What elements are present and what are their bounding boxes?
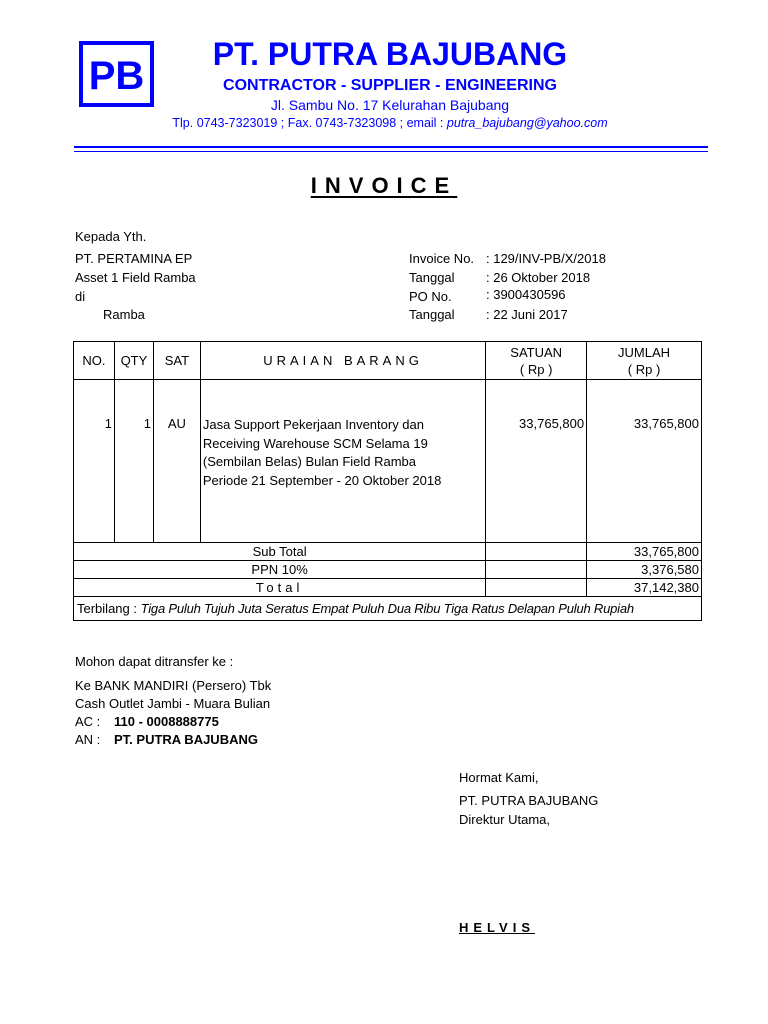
header-jumlah-label: JUMLAH <box>618 344 671 360</box>
account-label: AC : <box>75 714 101 729</box>
signature-position: Direktur Utama, <box>459 812 551 827</box>
meta-label: PO No. <box>409 289 452 304</box>
header-satuan-unit: ( Rp ) <box>519 361 553 377</box>
company-address: Jl. Sambu No. 17 Kelurahan Bajubang <box>270 97 510 113</box>
invoice-table <box>73 341 702 621</box>
bank-name: Ke BANK MANDIRI (Persero) Tbk <box>75 678 272 693</box>
header-uraian: URAIAN BARANG <box>200 342 485 380</box>
header-sat: SAT <box>153 342 200 380</box>
document-title <box>0 173 768 199</box>
account-name-label: AN : <box>75 732 101 747</box>
total-value: 37,142,380 <box>587 579 702 597</box>
terbilang-cell <box>74 597 702 621</box>
recipient-line4: Ramba <box>103 307 145 322</box>
contact-text: Tlp. 0743-7323019 ; Fax. 0743-7323098 ; email : <box>172 116 447 130</box>
transfer-intro: Mohon dapat ditransfer ke : <box>75 654 234 669</box>
company-contact <box>130 116 650 130</box>
account-number: 110 - 0008888775 <box>114 714 219 729</box>
signature-company: PT. PUTRA BAJUBANG <box>459 793 599 808</box>
ppn-empty-cell <box>486 561 587 579</box>
meta-value: : 26 Oktober 2018 <box>486 270 591 285</box>
email-text: putra_bajubang@yahoo.com <box>446 116 608 130</box>
meta-label: Tanggal <box>409 270 455 285</box>
recipient-greeting: Kepada Yth. <box>75 229 147 244</box>
description-line: Receiving Warehouse SCM Selama 19 <box>202 435 428 451</box>
subtotal-row <box>74 543 702 561</box>
table-row <box>74 380 702 543</box>
ppn-row <box>74 561 702 579</box>
recipient-line2: Asset 1 Field Ramba <box>75 270 196 285</box>
header-no: NO. <box>74 342 115 380</box>
row-sat: AU <box>153 380 200 543</box>
header-rule-thin <box>74 151 708 152</box>
header-rule-thick <box>74 146 708 148</box>
row-qty: 1 <box>114 380 153 543</box>
total-label: Total <box>74 579 486 597</box>
account-name: PT. PUTRA BAJUBANG <box>114 732 258 747</box>
header-jumlah-unit: ( Rp ) <box>627 361 661 377</box>
meta-label: Tanggal <box>409 307 455 322</box>
recipient-line3: di <box>75 289 86 304</box>
meta-value: : 3900430596 <box>486 287 566 302</box>
row-description <box>200 380 485 543</box>
terbilang-text: Tiga Puluh Tujuh Juta Seratus Empat Puluh Dua Ribu Tiga Ratus Delapan Puluh Rupiah <box>140 601 634 616</box>
document-title-text: INVOICE <box>310 173 458 198</box>
header-qty: QTY <box>114 342 153 380</box>
logo-text: PB <box>88 54 145 98</box>
header-satuan <box>486 342 587 380</box>
row-no: 1 <box>74 380 115 543</box>
bank-branch: Cash Outlet Jambi - Muara Bulian <box>75 696 271 711</box>
recipient-name: PT. PERTAMINA EP <box>75 251 193 266</box>
row-jumlah: 33,765,800 <box>587 380 702 543</box>
ppn-value: 3,376,580 <box>587 561 702 579</box>
terbilang-label: Terbilang : <box>77 601 141 616</box>
subtotal-empty-cell <box>486 543 587 561</box>
description-line: (Sembilan Belas) Bulan Field Ramba <box>202 454 417 469</box>
row-satuan: 33,765,800 <box>486 380 587 543</box>
subtotal-value: 33,765,800 <box>587 543 702 561</box>
ppn-label: PPN 10% <box>74 561 486 579</box>
company-tagline: CONTRACTOR - SUPPLIER - ENGINEERING <box>223 77 557 94</box>
terbilang-row <box>74 597 702 621</box>
company-name: PT. PUTRA BAJUBANG <box>212 36 568 72</box>
signatory-name: HELVIS <box>459 920 535 935</box>
meta-label: Invoice No. <box>409 251 475 266</box>
header-jumlah <box>587 342 702 380</box>
description-line: Periode 21 September - 20 Oktober 2018 <box>202 472 442 488</box>
subtotal-label: Sub Total <box>74 543 486 561</box>
description-line: Jasa Support Pekerjaan Inventory dan <box>202 417 424 432</box>
meta-value: : 129/INV-PB/X/2018 <box>486 251 606 266</box>
meta-value: : 22 Juni 2017 <box>486 307 568 322</box>
total-empty-cell <box>486 579 587 597</box>
total-row <box>74 579 702 597</box>
signature-closing: Hormat Kami, <box>459 770 539 785</box>
table-header-row <box>74 342 702 380</box>
company-logo <box>79 41 154 107</box>
header-satuan-label: SATUAN <box>510 344 563 360</box>
